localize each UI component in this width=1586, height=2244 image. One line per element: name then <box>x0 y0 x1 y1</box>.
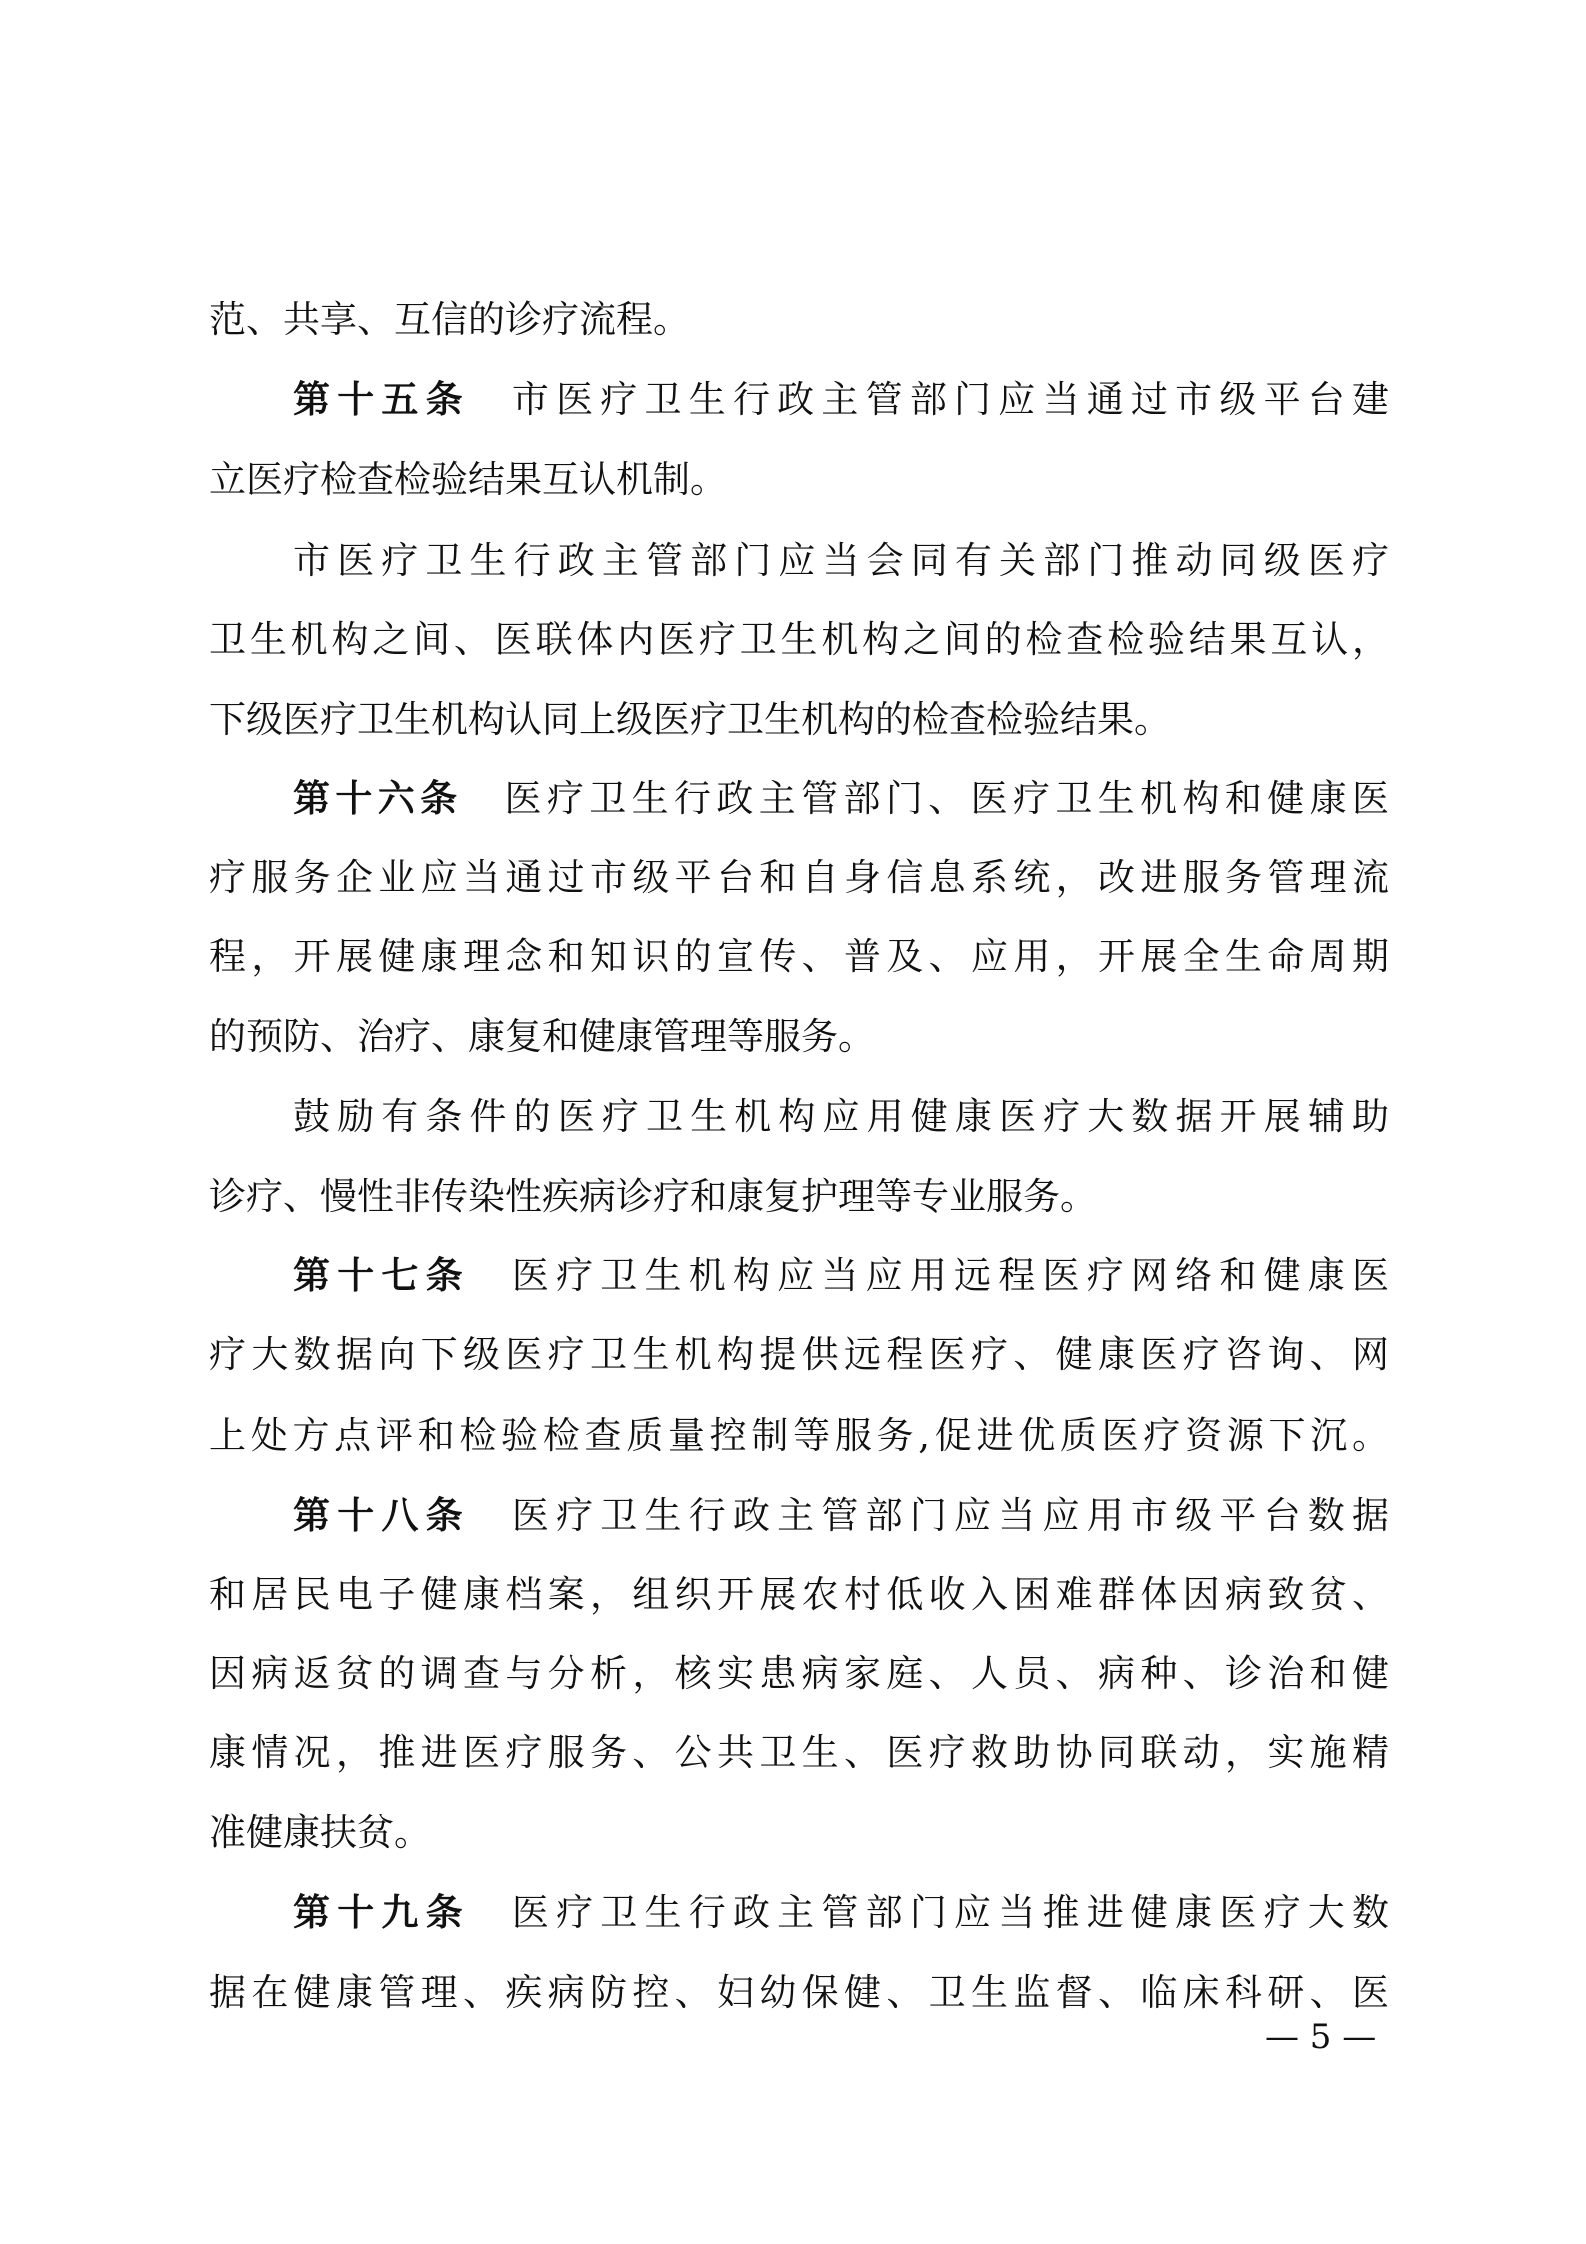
article-text: 因病返贫的调查与分析，核实患病家庭、人员、病种、诊治和健 <box>209 1652 1389 1695</box>
text-line <box>209 853 1389 903</box>
text-line <box>209 1808 1389 1858</box>
article-text: 疗服务企业应当通过市级平台和自身信息系统，改进服务管理流 <box>209 856 1389 899</box>
article-heading: 第十五条 <box>293 378 470 421</box>
text-line <box>209 615 1389 665</box>
text-line <box>293 536 1389 586</box>
article-text: 医疗卫生机构应当应用远程医疗网络和健康医 <box>511 1254 1390 1297</box>
article-text: 立医疗检查检验结果互认机制。 <box>209 458 727 501</box>
article-text: 医疗卫生行政主管部门应当推进健康医疗大数 <box>511 1891 1390 1934</box>
article-text: 卫生机构之间、医联体内医疗卫生机构之间的检查检验结果互认， <box>209 618 1389 661</box>
text-line <box>209 1012 1389 1062</box>
text-line <box>209 695 1389 745</box>
article-heading: 第十八条 <box>293 1494 470 1537</box>
text-line <box>209 1649 1389 1699</box>
text-line <box>209 1172 1389 1222</box>
text-line <box>209 1411 1389 1461</box>
article-text: 疗大数据向下级医疗卫生机构提供远程医疗、健康医疗咨询、网 <box>209 1333 1389 1376</box>
article-text: 程，开展健康理念和知识的宣传、普及、应用，开展全生命周期 <box>209 935 1389 978</box>
article-text: 医疗卫生行政主管部门、医疗卫生机构和健康医 <box>504 777 1389 820</box>
text-line <box>293 1491 1389 1541</box>
article-text: 上处方点评和检验检查质量控制等服务,促进优质医疗资源下沉。 <box>209 1414 1389 1457</box>
text-line <box>209 1330 1389 1380</box>
text-line <box>293 1092 1389 1142</box>
text-line <box>209 1728 1389 1778</box>
article-text: 康情况，推进医疗服务、公共卫生、医疗救助协同联动，实施精 <box>209 1731 1389 1774</box>
article-text: 下级医疗卫生机构认同上级医疗卫生机构的检查检验结果。 <box>209 698 1171 741</box>
text-line <box>293 375 1389 425</box>
article-text: 据在健康管理、疾病防控、妇幼保健、卫生监督、临床科研、医 <box>209 1971 1389 2014</box>
article-heading: 第十九条 <box>293 1891 470 1934</box>
text-line <box>293 1251 1389 1301</box>
text-line <box>209 295 1389 345</box>
text-line <box>209 455 1389 505</box>
article-text: 准健康扶贫。 <box>209 1811 431 1854</box>
article-text: 和居民电子健康档案，组织开展农村低收入困难群体因病致贫、 <box>209 1573 1389 1616</box>
text-line <box>209 1968 1389 2018</box>
page-number: — 5 — <box>1265 2017 1377 2057</box>
article-text: 诊疗、慢性非传染性疾病诊疗和康复护理等专业服务。 <box>209 1175 1097 1218</box>
article-text: 的预防、治疗、康复和健康管理等服务。 <box>209 1015 875 1058</box>
article-text: 市医疗卫生行政主管部门应当通过市级平台建 <box>511 378 1390 421</box>
article-text: 范、共享、互信的诊疗流程。 <box>209 298 690 341</box>
article-text: 鼓励有条件的医疗卫生机构应用健康医疗大数据开展辅助 <box>293 1095 1389 1138</box>
text-line <box>293 774 1389 824</box>
article-text: 市医疗卫生行政主管部门应当会同有关部门推动同级医疗 <box>293 539 1389 582</box>
text-line <box>209 1570 1389 1620</box>
text-line <box>293 1888 1389 1938</box>
article-heading: 第十六条 <box>293 777 463 820</box>
article-heading: 第十七条 <box>293 1254 470 1297</box>
article-text: 医疗卫生行政主管部门应当应用市级平台数据 <box>511 1494 1390 1537</box>
text-line <box>209 932 1389 982</box>
